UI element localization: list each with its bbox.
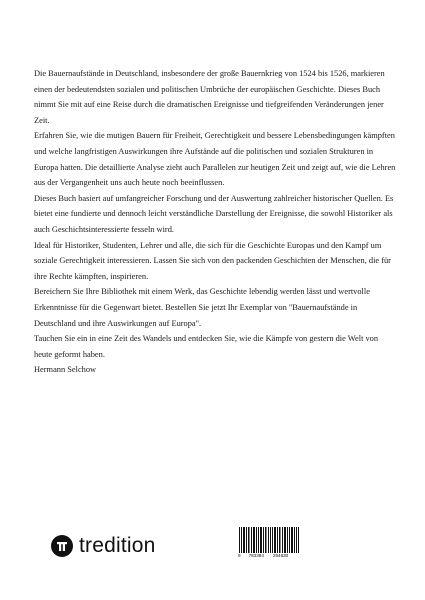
publisher-logo: [51, 534, 156, 558]
paragraph-1: Die Bauernaufstände in Deutschland, insbesondere der große Bauernkrieg von 1524 bis 1526, markieren einen der bedeutendsten sozialen und politischen Umbrüche der europäischen Geschichte. Dieses Buch nimmt Sie mit auf eine Reise durch die dramatischen Ereignisse und tiefgreifenden Veränderungen jener Zeit.: [34, 69, 385, 125]
isbn-barcode: [238, 527, 302, 567]
isbn-digit-group: 783384: [248, 553, 264, 558]
paragraph-2: Erfahren Sie, wie die mutigen Bauern für Freiheit, Gerechtigkeit und bessere Lebensbedingungen kämpften und welche langfristigen Auswirkungen ihre Aufstände auf die politischen und sozialen Strukturen in Europa hatten. Die detaillierte Analyse zieht auch Parallelen zur heutigen Zeit und zeigt auf, wie die Lehren aus der Vergangenheit uns auch heute noch beeinflussen.: [34, 131, 396, 188]
publisher-name: tredition: [79, 534, 156, 557]
paragraph-4: Ideal für Historiker, Studenten, Lehrer und alle, die sich für die Geschichte Europas und den Kampf um soziale Gerechtigkeit interessieren. Lassen Sie sich von den packenden Geschichten der Menschen, die für ihre Rechte kämpften, inspirieren.: [34, 240, 391, 281]
paragraph-5: Bereichern Sie Ihre Bibliothek mit einem Werk, das Geschichte lebendig werden lässt und wertvolle Erkenntnisse für die Gegenwart bietet. Bestellen Sie jetzt Ihr Exemplar von "Bauernaufstände in Deutschland und ihre Auswirkungen auf Europa".: [34, 287, 370, 328]
back-cover-text: [34, 66, 398, 378]
isbn-digits: [238, 553, 302, 558]
tredition-logo-icon: [51, 535, 73, 557]
paragraph-3: Dieses Buch basiert auf umfangreicher Forschung und der Auswertung zahlreicher historischer Quellen. Es bietet eine fundierte und dennoch leicht verständliche Darstellung der Ereignisse, die sowohl Historiker als auch Geschichtsinteressierte fesseln wird.: [34, 193, 394, 234]
author-name: Hermann Selchow: [34, 365, 97, 375]
isbn-digit-group: 9: [238, 553, 241, 558]
paragraph-6: Tauchen Sie ein in eine Zeit des Wandels und entdecken Sie, wie die Kämpfe von gestern die Welt von heute geformt haben.: [34, 334, 379, 359]
isbn-digit-group: 294630: [272, 553, 289, 558]
